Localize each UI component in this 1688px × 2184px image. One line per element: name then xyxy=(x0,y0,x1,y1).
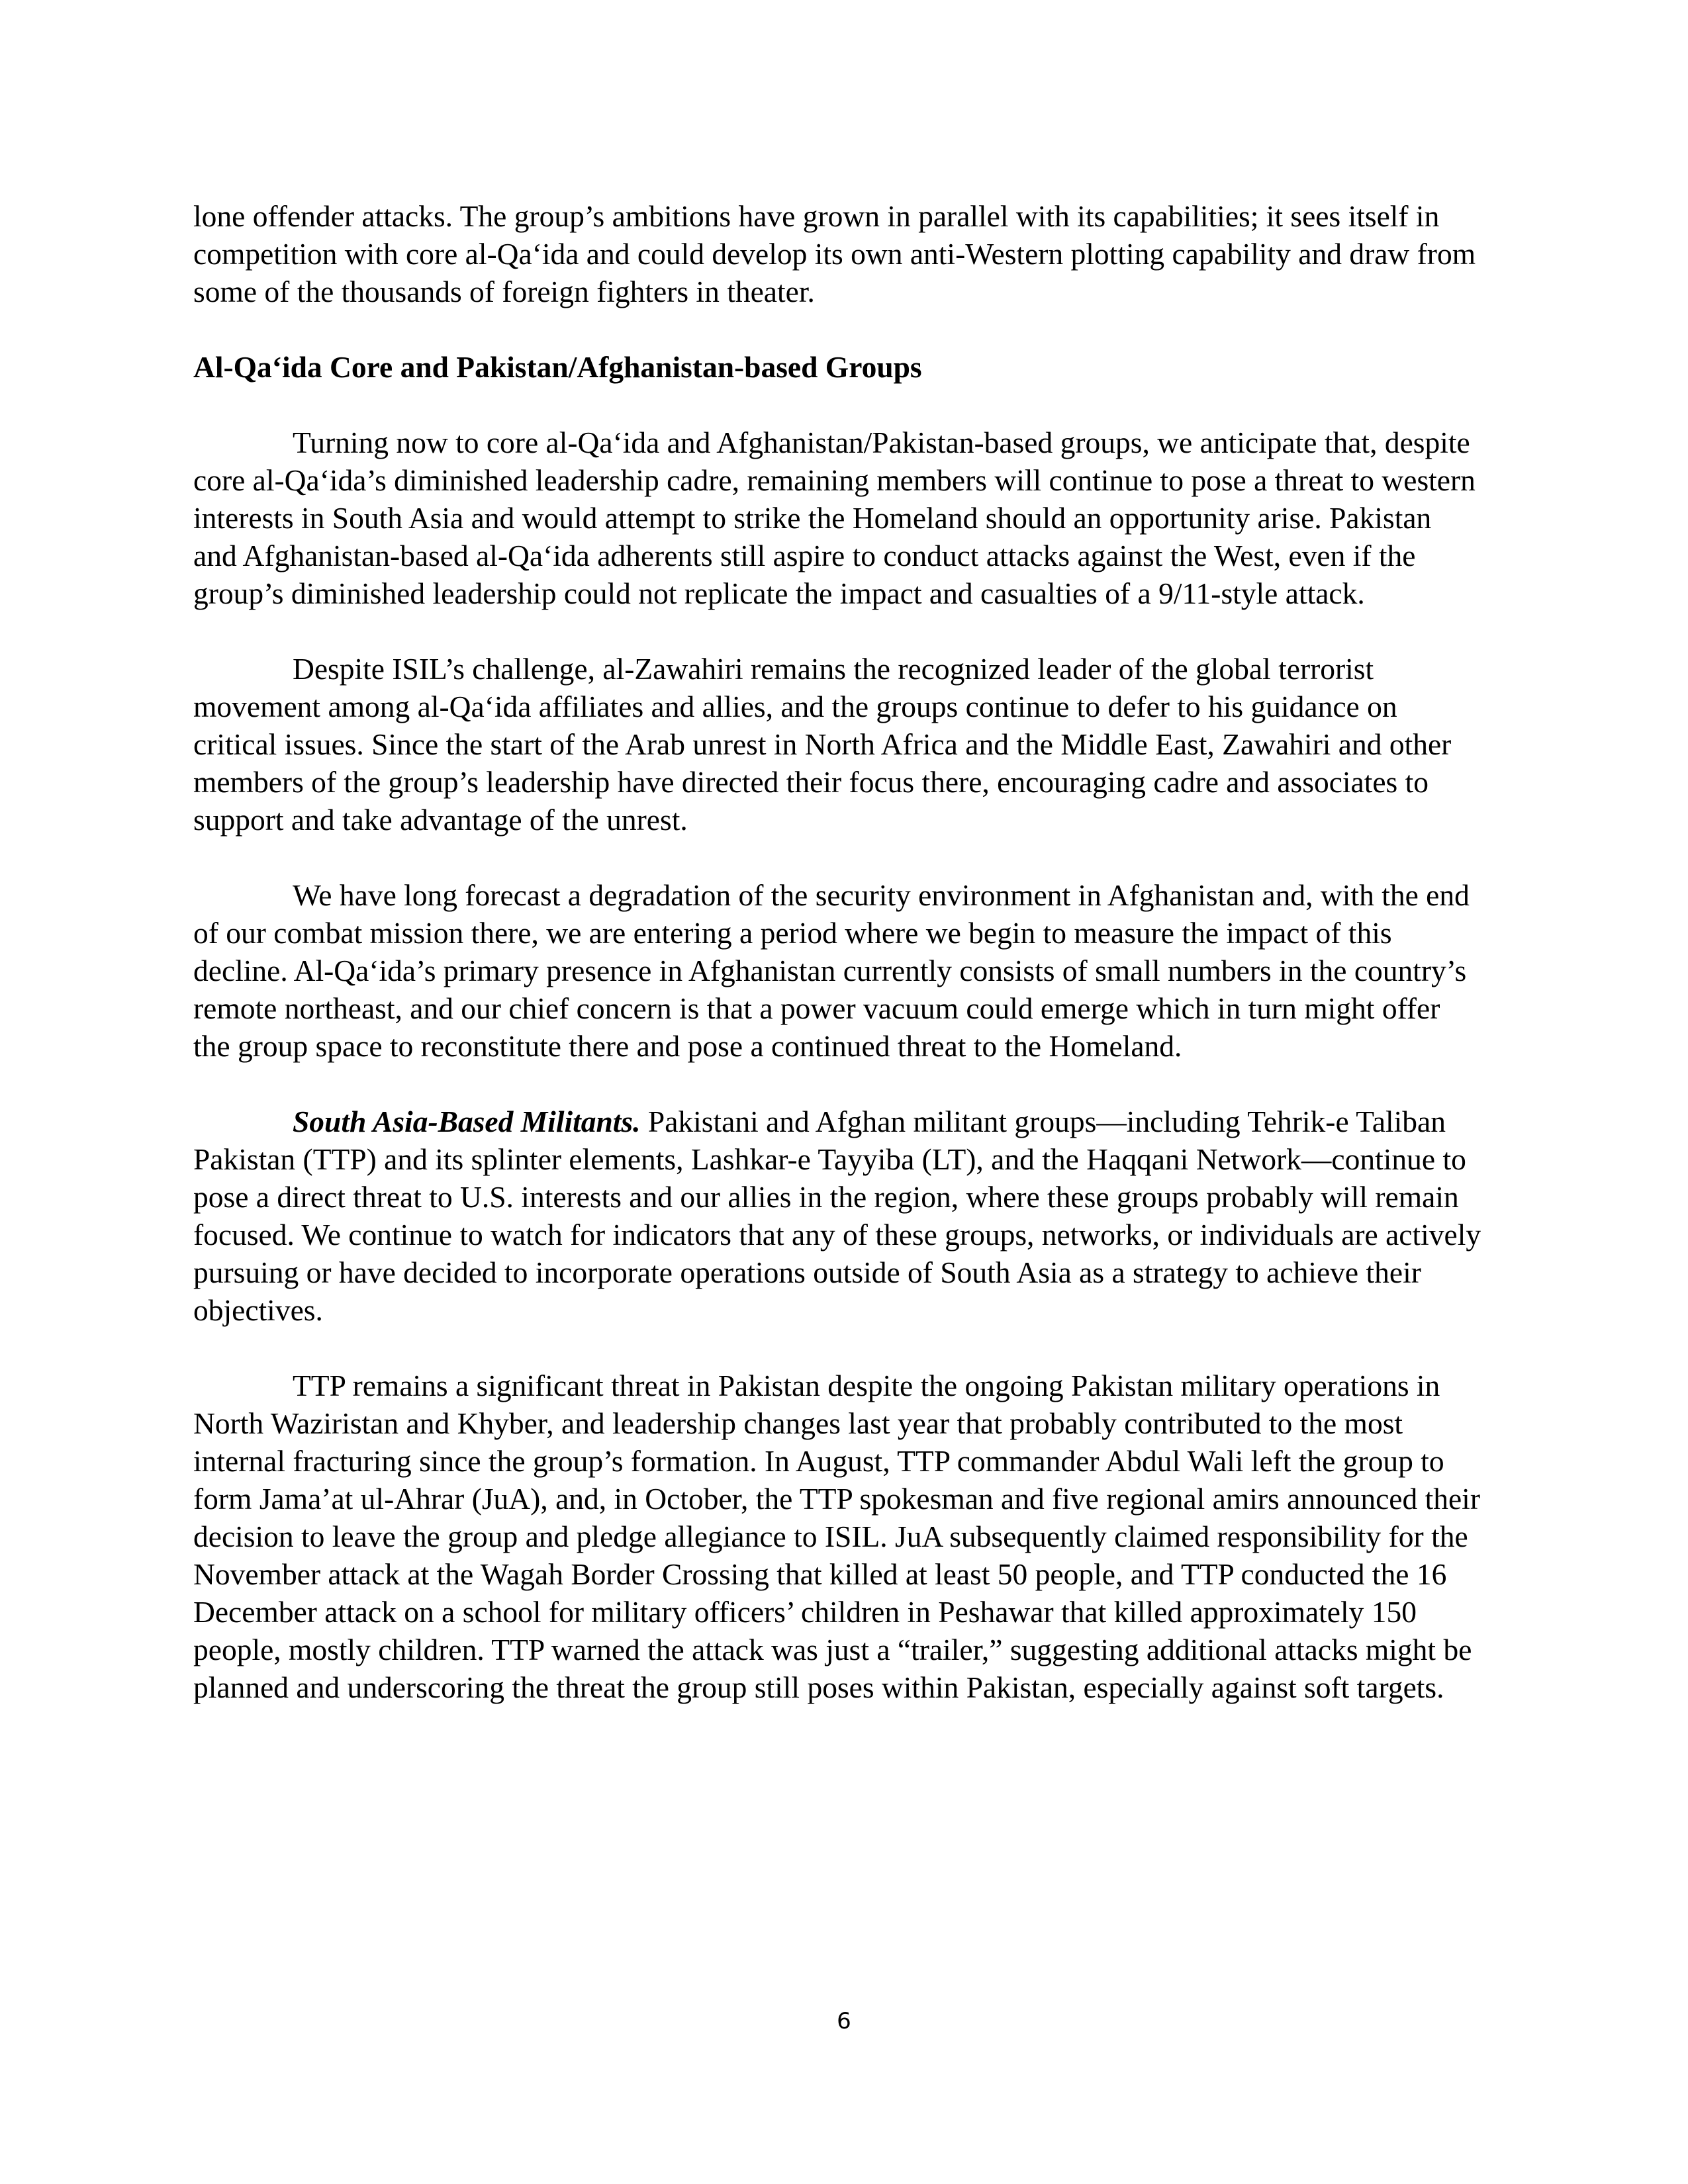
south-asia-body: Pakistani and Afghan militant groups—including Tehrik-e Taliban Pakistan (TTP) and its splinter elements, Lashkar-e Tayyiba (LT), and the Haqqani Network—continue to pose a direct threat to U.S. interests and our allies in the region, where these groups probably will remain focused. We continue to watch for indicators that any of these groups, networks, or individuals are actively pursuing or have decided to incorporate operations outside of South Asia as a strategy to achieve their objectives. xyxy=(193,1105,1481,1327)
document-page xyxy=(193,197,1481,1744)
page-number: 6 xyxy=(837,2008,851,2034)
intro-paragraph: lone offender attacks. The group’s ambitions have grown in parallel with its capabilities; it sees itself in competition with core al-Qa‘ida and could develop its own anti-Western plotting capability and draw from some of the thousands of foreign fighters in theater. xyxy=(193,199,1476,308)
paragraph-core-al-qaida: Turning now to core al-Qa‘ida and Afghanistan/Pakistan-based groups, we anticipate that, despite core al-Qa‘ida’s diminished leadership cadre, remaining members will continue to pose a threat to western interests in South Asia and would attempt to strike the Homeland should an opportunity arise. Pakistan and Afghanistan-based al-Qa‘ida adherents still aspire to conduct attacks against the West, even if the group’s diminished leadership could not replicate the impact and casualties of a 9/11-style attack. xyxy=(193,426,1476,610)
paragraph-zawahiri: Despite ISIL’s challenge, al-Zawahiri remains the recognized leader of the global terrorist movement among al-Qa‘ida affiliates and allies, and the groups continue to defer to his guidance on critical issues. Since the start of the Arab unrest in North Africa and the Middle East, Zawahiri and other members of the group’s leadership have directed their focus there, encouraging cadre and associates to support and take advantage of the unrest. xyxy=(193,652,1452,837)
paragraph-south-asia-militants xyxy=(193,1103,1481,1329)
paragraph-ttp: TTP remains a significant threat in Pakistan despite the ongoing Pakistan military operations in North Waziristan and Khyber, and leadership changes last year that probably contributed to the most internal fracturing since the group’s formation. In August, TTP commander Abdul Wali left the group to form Jama’at ul-Ahrar (JuA), and, in October, the TTP spokesman and five regional amirs announced their decision to leave the group and pledge allegiance to ISIL. JuA subsequently claimed responsibility for the November attack at the Wagah Border Crossing that killed at least 50 people, and TTP conducted the 16 December attack on a school for military officers’ children in Peshawar that killed approximately 150 people, mostly children. TTP warned the attack was just a “trailer,” suggesting additional attacks might be planned and underscoring the threat the group still poses within Pakistan, especially against soft targets. xyxy=(193,1369,1480,1704)
section-heading: Al-Qa‘ida Core and Pakistan/Afghanistan-based Groups xyxy=(193,350,922,384)
paragraph-afghanistan: We have long forecast a degradation of the security environment in Afghanistan and, with the end of our combat mission there, we are entering a period where we begin to measure the impact of this decline. Al-Qa‘ida’s primary presence in Afghanistan currently consists of small numbers in the country’s remote northeast, and our chief concern is that a power vacuum could emerge which in turn might offer the group space to reconstitute there and pose a continued threat to the Homeland. xyxy=(193,878,1470,1063)
south-asia-lead-in: South Asia-Based Militants. xyxy=(293,1105,641,1138)
